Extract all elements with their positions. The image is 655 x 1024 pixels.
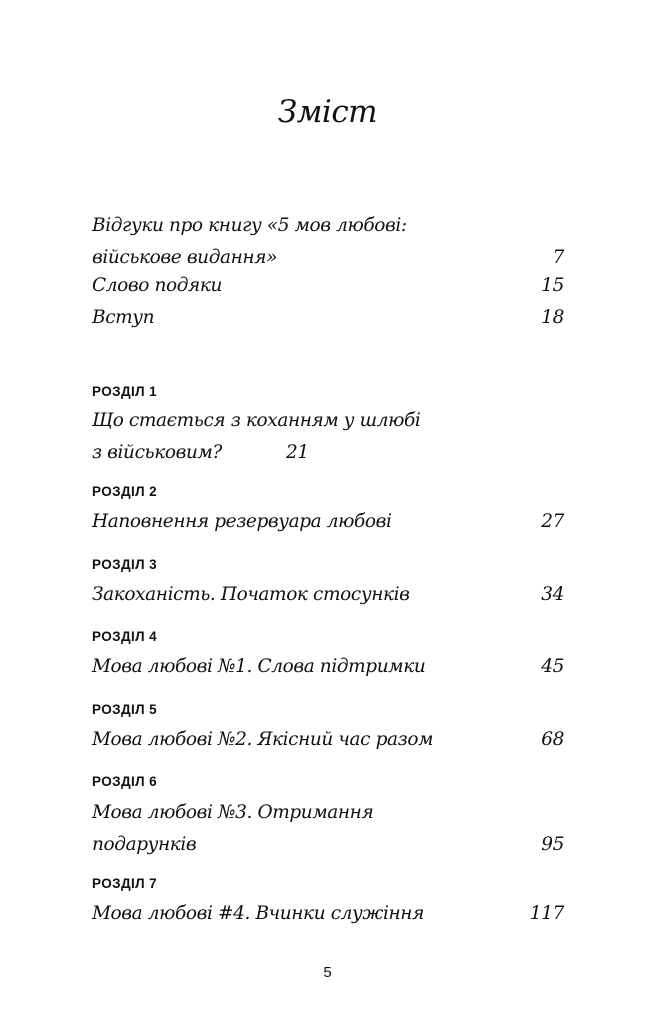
toc-entry-introduction[interactable]: [92, 302, 564, 334]
chapter-label: РОЗДІЛ 7: [92, 876, 158, 891]
chapter-label: РОЗДІЛ 5: [92, 702, 158, 717]
entry-title-line: [92, 651, 564, 683]
entry-title-line: [92, 506, 564, 538]
entry-title-line-text: Мова любові #4. Вчинки служіння: [92, 903, 424, 924]
chapter-label: РОЗДІЛ 2: [92, 484, 158, 499]
chapter-label: РОЗДІЛ 4: [92, 629, 158, 644]
chapter-label: РОЗДІЛ 6: [92, 774, 158, 789]
page-number: 34: [541, 584, 564, 605]
entry-title-line: Мова любові №3. Отримання: [92, 802, 374, 823]
page-number: 45: [541, 656, 564, 677]
entry-title-line-text: Слово подяки: [92, 275, 223, 296]
chapter-label: РОЗДІЛ 1: [92, 384, 158, 399]
chapter-label: РОЗДІЛ 3: [92, 557, 158, 572]
page-number: 27: [541, 511, 564, 532]
toc-entry-reviews[interactable]: [92, 210, 564, 274]
toc-entry-chapter-7[interactable]: [92, 898, 564, 930]
entry-title-line: [92, 437, 564, 469]
entry-title-line: [92, 579, 564, 611]
entry-title-line: [92, 302, 564, 334]
toc-entry-acknowledgements[interactable]: [92, 270, 564, 302]
page-number: 18: [541, 307, 564, 328]
entry-title-line: [92, 898, 564, 930]
folio-page-number: 5: [323, 964, 332, 981]
toc-entry-chapter-4[interactable]: [92, 651, 564, 683]
entry-title-line: [92, 270, 564, 302]
page-number: 7: [552, 247, 564, 268]
entry-title-line: Відгуки про книгу «5 мов любові:: [92, 215, 407, 236]
entry-title-line-text: Вступ: [92, 307, 155, 328]
page-title: Зміст: [277, 94, 378, 130]
toc-entry-chapter-5[interactable]: [92, 724, 564, 756]
entry-title-line-text: Закоханість. Початок стосунків: [92, 584, 410, 605]
page-number: 117: [529, 903, 564, 924]
entry-title-line-text: Мова любові №2. Якісний час разом: [92, 729, 434, 750]
page-number: 15: [541, 275, 564, 296]
entry-title-line: [92, 829, 564, 861]
entry-title-line-text: Мова любові №1. Слова підтримки: [92, 656, 426, 677]
toc-entry-chapter-2[interactable]: [92, 506, 564, 538]
entry-title-line-text: з військовим?: [92, 442, 222, 463]
entry-title-line-text: подарунків: [92, 834, 197, 855]
entry-title-line: Що стається з коханням у шлюбі: [92, 410, 421, 431]
page-number: 68: [541, 729, 564, 750]
page-number: 95: [541, 834, 564, 855]
toc-entry-chapter-3[interactable]: [92, 579, 564, 611]
entry-title-line-text: військове видання»: [92, 247, 277, 268]
entry-title-line-text: Наповнення резервуара любові: [92, 511, 392, 532]
entry-title-line: [92, 724, 564, 756]
toc-entry-chapter-1[interactable]: [92, 405, 564, 469]
toc-entry-chapter-6[interactable]: [92, 797, 564, 861]
page-number: 21: [286, 442, 309, 463]
